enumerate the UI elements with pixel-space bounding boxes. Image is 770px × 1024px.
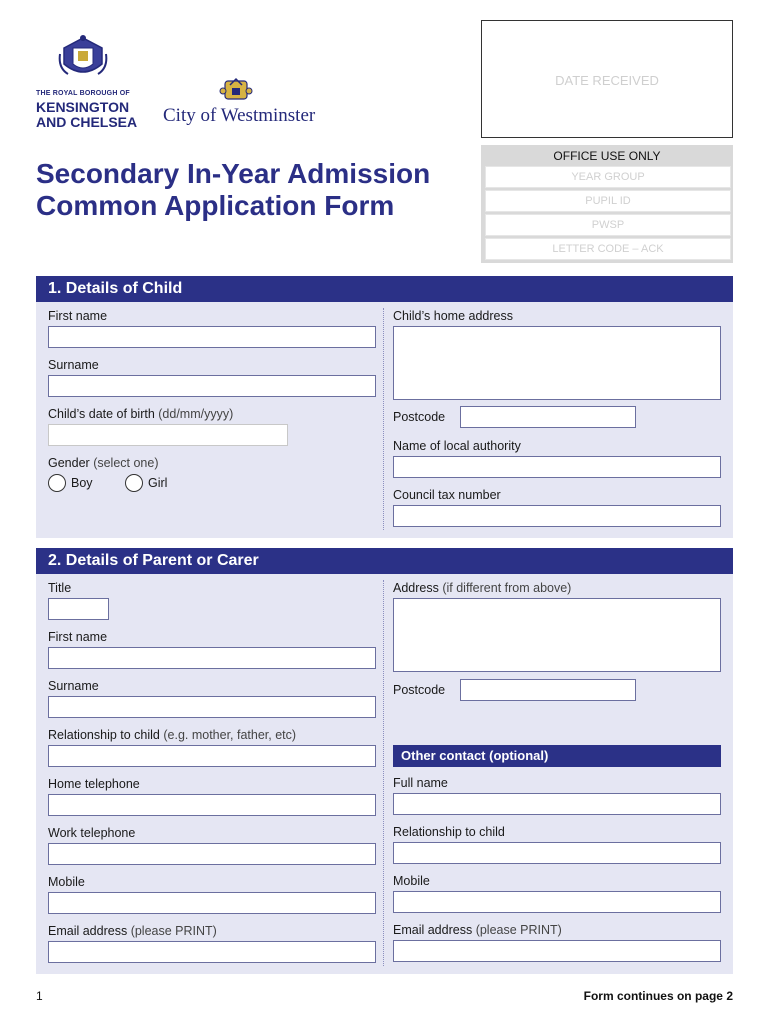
gender-label-text: Gender	[48, 456, 90, 470]
gender-boy-label: Boy	[71, 476, 93, 490]
parent-title-label: Title	[48, 581, 72, 595]
other-contact-heading: Other contact (optional)	[393, 745, 721, 767]
oc-email-label-text: Email address	[393, 923, 473, 937]
parent-mobile-field[interactable]	[48, 892, 376, 914]
home-address-field[interactable]	[393, 326, 721, 400]
section-details-of-child	[36, 276, 733, 538]
parent-email-label-text: Email address	[48, 924, 128, 938]
oc-full-name-label: Full name	[393, 776, 448, 790]
rbkc-line1: THE ROYAL BOROUGH OF	[36, 90, 130, 97]
office-use-panel	[481, 145, 733, 263]
relationship-field[interactable]	[48, 745, 376, 767]
child-surname-field[interactable]	[48, 375, 376, 397]
dob-label-text: Child’s date of birth	[48, 407, 155, 421]
parent-address-field[interactable]	[393, 598, 721, 672]
section2-divider	[383, 580, 384, 966]
rbkc-line2: KENSINGTON	[36, 99, 130, 115]
title-line2: Common Application Form	[36, 190, 395, 221]
home-telephone-field[interactable]	[48, 794, 376, 816]
local-authority-field[interactable]	[393, 456, 721, 478]
oc-email-hint: (please PRINT)	[475, 923, 562, 937]
form-continues-note: Form continues on page 2	[583, 989, 733, 1003]
council-tax-label: Council tax number	[393, 488, 501, 502]
relationship-label	[48, 728, 296, 742]
section1-divider	[383, 308, 384, 530]
child-surname-label: Surname	[48, 358, 99, 372]
gender-girl-radio[interactable]	[125, 474, 143, 492]
parent-surname-label: Surname	[48, 679, 99, 693]
child-postcode-field[interactable]	[460, 406, 636, 428]
section2-heading: 2. Details of Parent or Carer	[36, 548, 733, 574]
gender-boy-radio[interactable]	[48, 474, 66, 492]
parent-postcode-field[interactable]	[460, 679, 636, 701]
parent-first-name-field[interactable]	[48, 647, 376, 669]
oc-mobile-field[interactable]	[393, 891, 721, 913]
oc-relationship-field[interactable]	[393, 842, 721, 864]
gender-hint: (select one)	[93, 456, 159, 470]
westminster-crest-icon	[219, 75, 253, 105]
gender-girl-label: Girl	[148, 476, 168, 490]
child-postcode-label: Postcode	[393, 410, 446, 424]
child-first-name-field[interactable]	[48, 326, 376, 348]
oc-relationship-label: Relationship to child	[393, 825, 505, 839]
parent-email-hint: (please PRINT)	[130, 924, 217, 938]
parent-title-field[interactable]	[48, 598, 109, 620]
child-dob-label	[48, 407, 233, 421]
oc-full-name-field[interactable]	[393, 793, 721, 815]
section1-heading: 1. Details of Child	[36, 276, 733, 302]
parent-email-label	[48, 924, 217, 938]
parent-first-name-label: First name	[48, 630, 108, 644]
westminster-logo	[163, 75, 323, 130]
dob-hint: (dd/mm/yyyy)	[158, 407, 234, 421]
office-use-heading: OFFICE USE ONLY	[553, 149, 661, 163]
office-row-pwsp[interactable]: PWSP	[485, 214, 731, 236]
relationship-label-text: Relationship to child	[48, 728, 160, 742]
work-telephone-field[interactable]	[48, 843, 376, 865]
gender-label	[48, 456, 159, 470]
parent-postcode-label: Postcode	[393, 683, 446, 697]
oc-email-label	[393, 923, 562, 937]
rbkc-line3: AND CHELSEA	[36, 114, 138, 130]
westminster-name: City of Westminster	[163, 105, 316, 126]
title-line1: Secondary In-Year Admission	[36, 158, 431, 189]
home-address-label: Child’s home address	[393, 309, 513, 323]
office-row-letter-code[interactable]: LETTER CODE – ACK	[485, 238, 731, 260]
work-telephone-label: Work telephone	[48, 826, 136, 840]
relationship-hint: (e.g. mother, father, etc)	[163, 728, 297, 742]
parent-surname-field[interactable]	[48, 696, 376, 718]
parent-email-field[interactable]	[48, 941, 376, 963]
parent-address-label-text: Address	[393, 581, 439, 595]
rbkc-logo	[36, 34, 156, 130]
date-received-label: DATE RECEIVED	[555, 73, 659, 88]
parent-address-hint: (if different from above)	[442, 581, 572, 595]
oc-email-field[interactable]	[393, 940, 721, 962]
section-details-of-parent	[36, 548, 733, 974]
home-telephone-label: Home telephone	[48, 777, 140, 791]
rbkc-crest-icon	[58, 34, 108, 82]
oc-mobile-label: Mobile	[393, 874, 430, 888]
form-title	[36, 158, 476, 222]
office-row-year-group[interactable]: YEAR GROUP	[485, 166, 731, 188]
parent-mobile-label: Mobile	[48, 875, 85, 889]
page-number: 1	[36, 989, 43, 1003]
date-received-box[interactable]	[481, 20, 733, 138]
local-authority-label: Name of local authority	[393, 439, 521, 453]
office-row-pupil-id[interactable]: PUPIL ID	[485, 190, 731, 212]
council-tax-field[interactable]	[393, 505, 721, 527]
child-first-name-label: First name	[48, 309, 108, 323]
parent-address-label	[393, 581, 571, 595]
child-dob-field[interactable]	[48, 424, 288, 446]
